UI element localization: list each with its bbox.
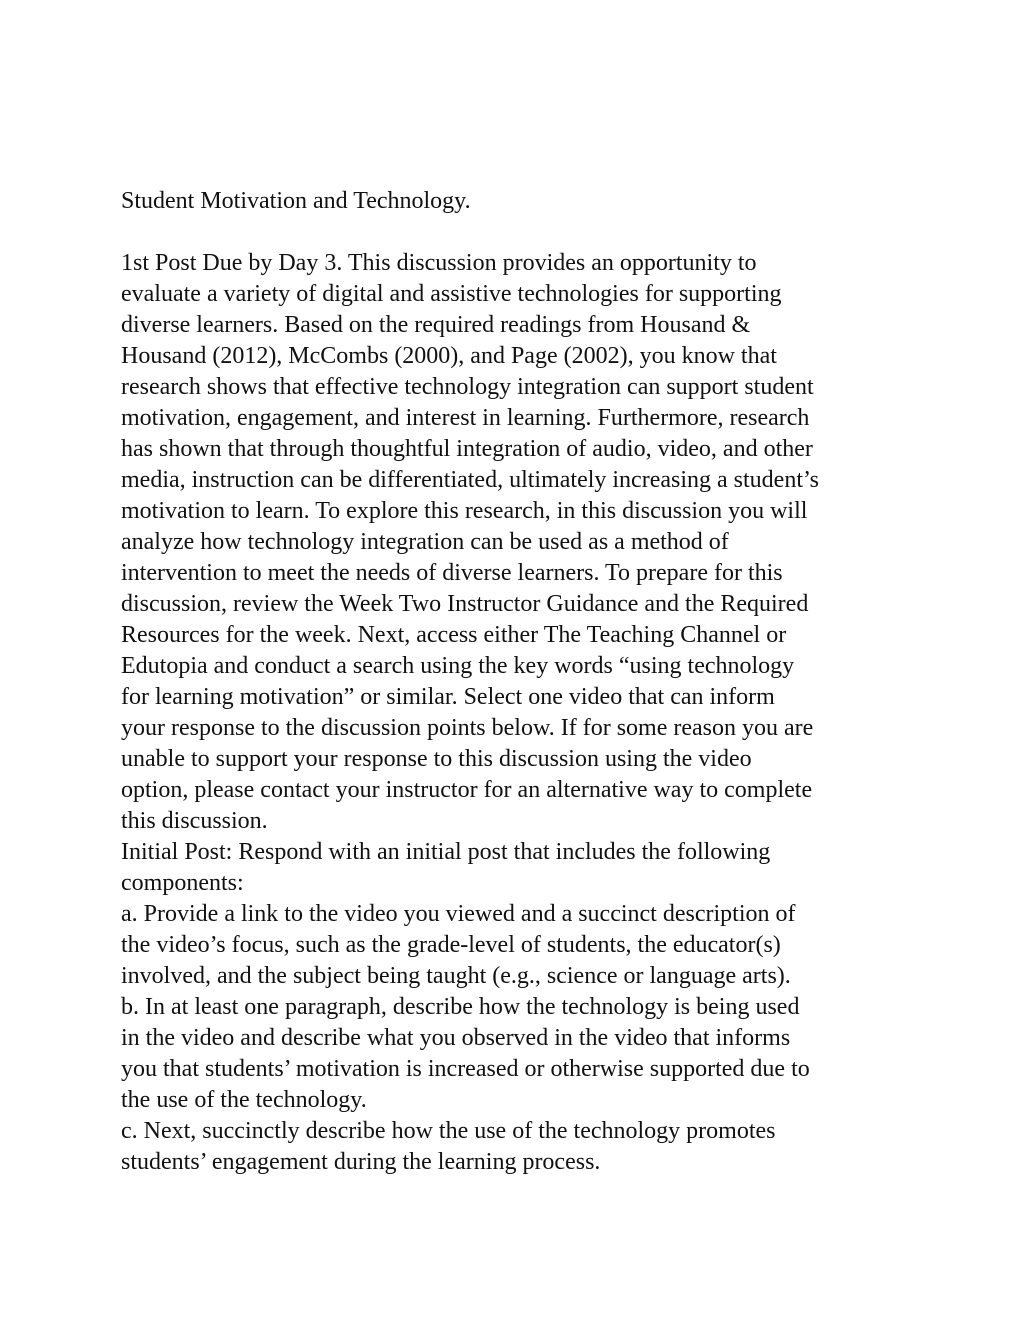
body-text-line: motivation, engagement, and interest in learning. Furthermore, research: [121, 405, 810, 431]
body-text-line: 1st Post Due by Day 3. This discussion provides an opportunity to: [121, 250, 757, 276]
body-text-line: components:: [121, 870, 244, 896]
body-text-line: the video’s focus, such as the grade-level of students, the educator(s): [121, 932, 781, 958]
body-text-line: Resources for the week. Next, access either The Teaching Channel or: [121, 622, 787, 648]
body-text-line: Edutopia and conduct a search using the key words “using technology: [121, 653, 795, 679]
body-text-line: for learning motivation” or similar. Select one video that can inform: [121, 684, 775, 710]
body-text-line: media, instruction can be differentiated, ultimately increasing a student’s: [121, 467, 820, 493]
body-text-line: a. Provide a link to the video you viewed and a succinct description of: [121, 901, 796, 927]
body-text-line: has shown that through thoughtful integration of audio, video, and other: [121, 436, 813, 462]
body-text-line: motivation to learn. To explore this research, in this discussion you will: [121, 498, 808, 524]
body-text-line: in the video and describe what you observed in the video that informs: [121, 1025, 791, 1051]
document-title: Student Motivation and Technology.: [121, 188, 471, 214]
body-text-line: c. Next, succinctly describe how the use of the technology promotes: [121, 1118, 776, 1144]
body-text-line: evaluate a variety of digital and assistive technologies for supporting: [121, 281, 782, 307]
paragraph-spacer: [121, 217, 911, 248]
body-text-line: option, please contact your instructor for an alternative way to complete: [121, 777, 813, 803]
body-text-line: b. In at least one paragraph, describe how the technology is being used: [121, 994, 800, 1020]
body-text-line: involved, and the subject being taught (e.g., science or language arts).: [121, 963, 791, 989]
body-text-line: you that students’ motivation is increased or otherwise supported due to: [121, 1056, 810, 1082]
body-text-line: analyze how technology integration can be used as a method of: [121, 529, 729, 555]
body-text-line: Initial Post: Respond with an initial post that includes the following: [121, 839, 771, 865]
document-body: [121, 248, 911, 1178]
body-text-line: the use of the technology.: [121, 1087, 367, 1113]
body-text-line: Housand (2012), McCombs (2000), and Page (2002), you know that: [121, 343, 777, 369]
document-content: [121, 186, 911, 1178]
body-text-line: unable to support your response to this discussion using the video: [121, 746, 752, 772]
body-text-line: students’ engagement during the learning process.: [121, 1149, 601, 1175]
body-text-line: research shows that effective technology integration can support student: [121, 374, 814, 400]
body-text-line: intervention to meet the needs of diverse learners. To prepare for this: [121, 560, 783, 586]
body-text-line: discussion, review the Week Two Instructor Guidance and the Required: [121, 591, 809, 617]
body-text-line: this discussion.: [121, 808, 268, 834]
body-text-line: diverse learners. Based on the required readings from Housand &: [121, 312, 751, 338]
body-text-line: your response to the discussion points below. If for some reason you are: [121, 715, 814, 741]
